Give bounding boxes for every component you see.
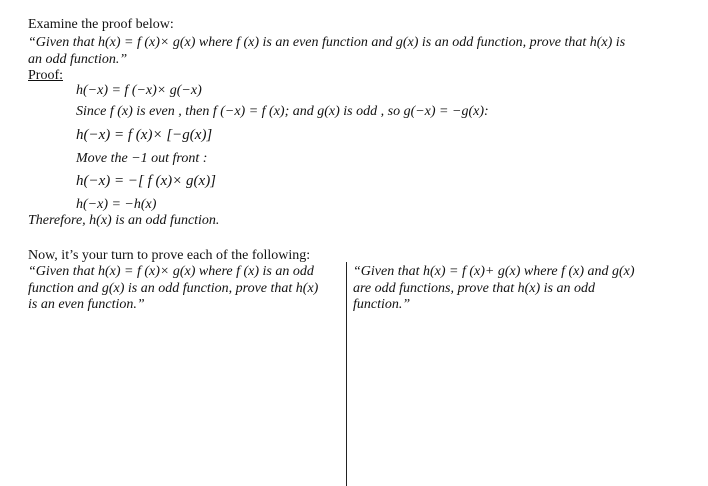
intro-heading: Examine the proof below:	[28, 17, 174, 32]
proof-step-6: h(−x) = −h(x)	[76, 197, 157, 212]
proof-conclusion: Therefore, h(x) is an odd function.	[28, 213, 220, 228]
proof-step-4: Move the −1 out front :	[76, 151, 208, 166]
exercise-left-line-2: function and g(x) is an odd function, prove that h(x)	[28, 281, 319, 296]
exercise-right-line-2: are odd functions, prove that h(x) is an odd	[353, 281, 595, 296]
proof-label: Proof:	[28, 68, 63, 83]
exercise-left-line-1: “Given that h(x) = f (x)× g(x) where f (x) is an odd	[28, 264, 314, 279]
exercise-right-line-1: “Given that h(x) = f (x)+ g(x) where f (x) and g(x)	[353, 264, 635, 279]
proof-step-5: h(−x) = −[ f (x)× g(x)]	[76, 173, 217, 189]
problem-statement-line-1: “Given that h(x) = f (x)× g(x) where f (x) is an even function and g(x) is an odd function, prove that h(x) is	[28, 35, 626, 50]
problem-statement-line-2: an odd function.”	[28, 52, 128, 67]
proof-step-2: Since f (x) is even , then f (−x) = f (x); and g(x) is odd , so g(−x) = −g(x):	[76, 104, 489, 119]
column-divider	[346, 262, 347, 486]
proof-step-3: h(−x) = f (x)× [−g(x)]	[76, 127, 213, 143]
proof-step-1: h(−x) = f (−x)× g(−x)	[76, 83, 202, 98]
exercise-left-line-3: is an even function.”	[28, 297, 145, 312]
exercise-instruction: Now, it’s your turn to prove each of the following:	[28, 248, 311, 263]
exercise-right-line-3: function.”	[353, 297, 411, 312]
